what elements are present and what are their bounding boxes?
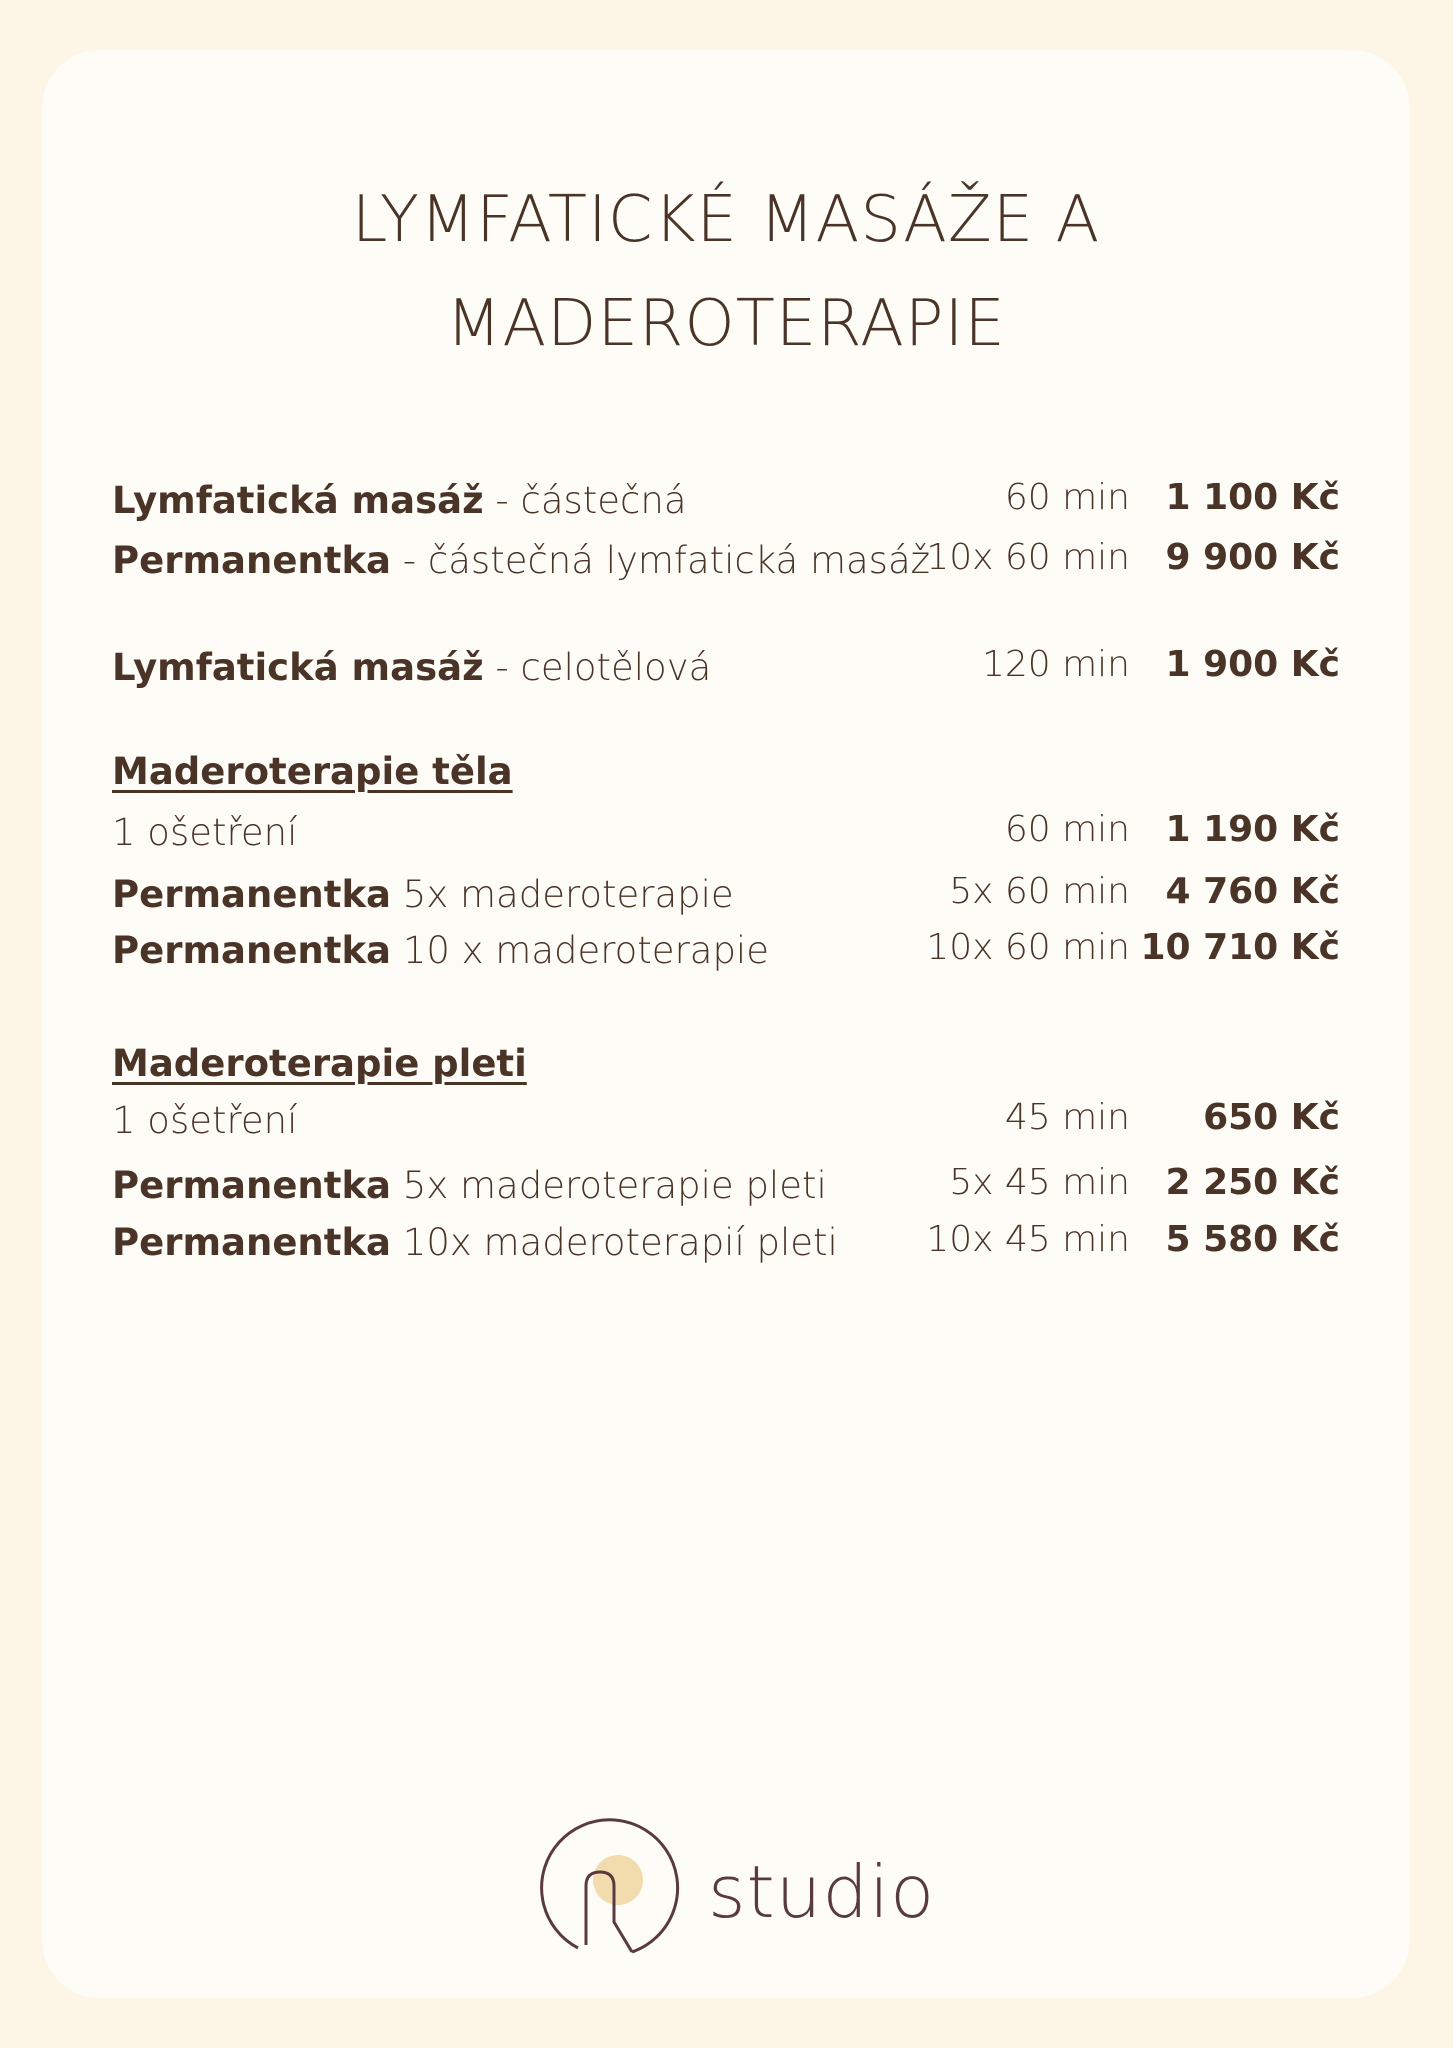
service-name: Permanentka xyxy=(112,873,392,916)
service-price: 1 900 Kč xyxy=(1165,644,1340,685)
service-name: Permanentka xyxy=(112,929,392,972)
price-row-body-pass-5 xyxy=(112,862,1340,916)
service-duration: 5x 45 min xyxy=(949,1162,1130,1203)
service-name: Permanentka xyxy=(112,1221,392,1264)
service-price: 10 710 Kč xyxy=(1140,927,1340,968)
service-detail: 10x maderoterapií pleti xyxy=(391,1221,838,1264)
service-label xyxy=(112,539,930,582)
service-name: Lymfatická masáž xyxy=(112,479,484,522)
section-title-face: Maderoterapie pleti xyxy=(112,1042,527,1085)
price-row-lymph-partial xyxy=(112,468,1340,522)
service-detail: 10 x maderoterapie xyxy=(391,929,769,972)
service-name: Permanentka xyxy=(112,539,392,582)
service-detail: 5x maderoterapie pleti xyxy=(391,1164,827,1207)
price-row-lymph-pass xyxy=(112,528,1340,582)
logo-text: studio xyxy=(708,1850,936,1934)
studio-logo xyxy=(540,1810,936,1960)
service-duration: 10x 60 min xyxy=(926,927,1130,968)
service-price: 4 760 Kč xyxy=(1165,871,1340,912)
service-price: 1 190 Kč xyxy=(1165,809,1340,850)
service-duration: 45 min xyxy=(1004,1097,1130,1138)
service-label xyxy=(112,873,734,916)
section-title-body: Maderoterapie těla xyxy=(112,750,513,793)
service-label xyxy=(112,479,687,522)
service-price: 9 900 Kč xyxy=(1165,537,1340,578)
service-label xyxy=(112,1099,297,1142)
service-price: 1 100 Kč xyxy=(1165,477,1340,518)
service-price: 650 Kč xyxy=(1203,1097,1340,1138)
service-duration: 5x 60 min xyxy=(949,871,1130,912)
page-title-line-2: MADEROTERAPIE xyxy=(446,287,1006,361)
price-row-body-pass-10 xyxy=(112,918,1340,972)
service-detail: 5x maderoterapie xyxy=(391,873,734,916)
price-row-lymph-full xyxy=(112,635,1340,689)
service-label xyxy=(112,1221,838,1264)
service-name: Permanentka xyxy=(112,1164,392,1207)
service-duration: 60 min xyxy=(1004,477,1130,518)
service-duration: 10x 60 min xyxy=(926,537,1130,578)
service-duration: 10x 45 min xyxy=(926,1219,1130,1260)
service-duration: 120 min xyxy=(981,644,1130,685)
logo-dot xyxy=(593,1855,643,1905)
service-detail: - částečná lymfatická masáž xyxy=(391,539,931,582)
logo-mark-icon xyxy=(540,1810,690,1960)
service-label xyxy=(112,646,711,689)
price-list-card xyxy=(42,50,1410,1998)
price-row-face-pass-5 xyxy=(112,1153,1340,1207)
service-detail: - celotělová xyxy=(483,646,712,689)
service-detail: 1 ošetření xyxy=(112,811,298,854)
service-name: Lymfatická masáž xyxy=(112,646,484,689)
service-price: 5 580 Kč xyxy=(1165,1219,1340,1260)
service-duration: 60 min xyxy=(1004,809,1130,850)
price-row-face-pass-10 xyxy=(112,1210,1340,1264)
page-title xyxy=(42,168,1410,376)
service-detail: 1 ošetření xyxy=(112,1099,298,1142)
service-label xyxy=(112,811,297,854)
service-detail: - částečná xyxy=(483,479,687,522)
page-title-line-1: LYMFATICKÉ MASÁŽE A xyxy=(351,183,1101,257)
service-label xyxy=(112,929,769,972)
price-row-body-single xyxy=(112,800,1340,854)
price-row-face-single xyxy=(112,1088,1340,1142)
service-label xyxy=(112,1164,827,1207)
service-price: 2 250 Kč xyxy=(1165,1162,1340,1203)
